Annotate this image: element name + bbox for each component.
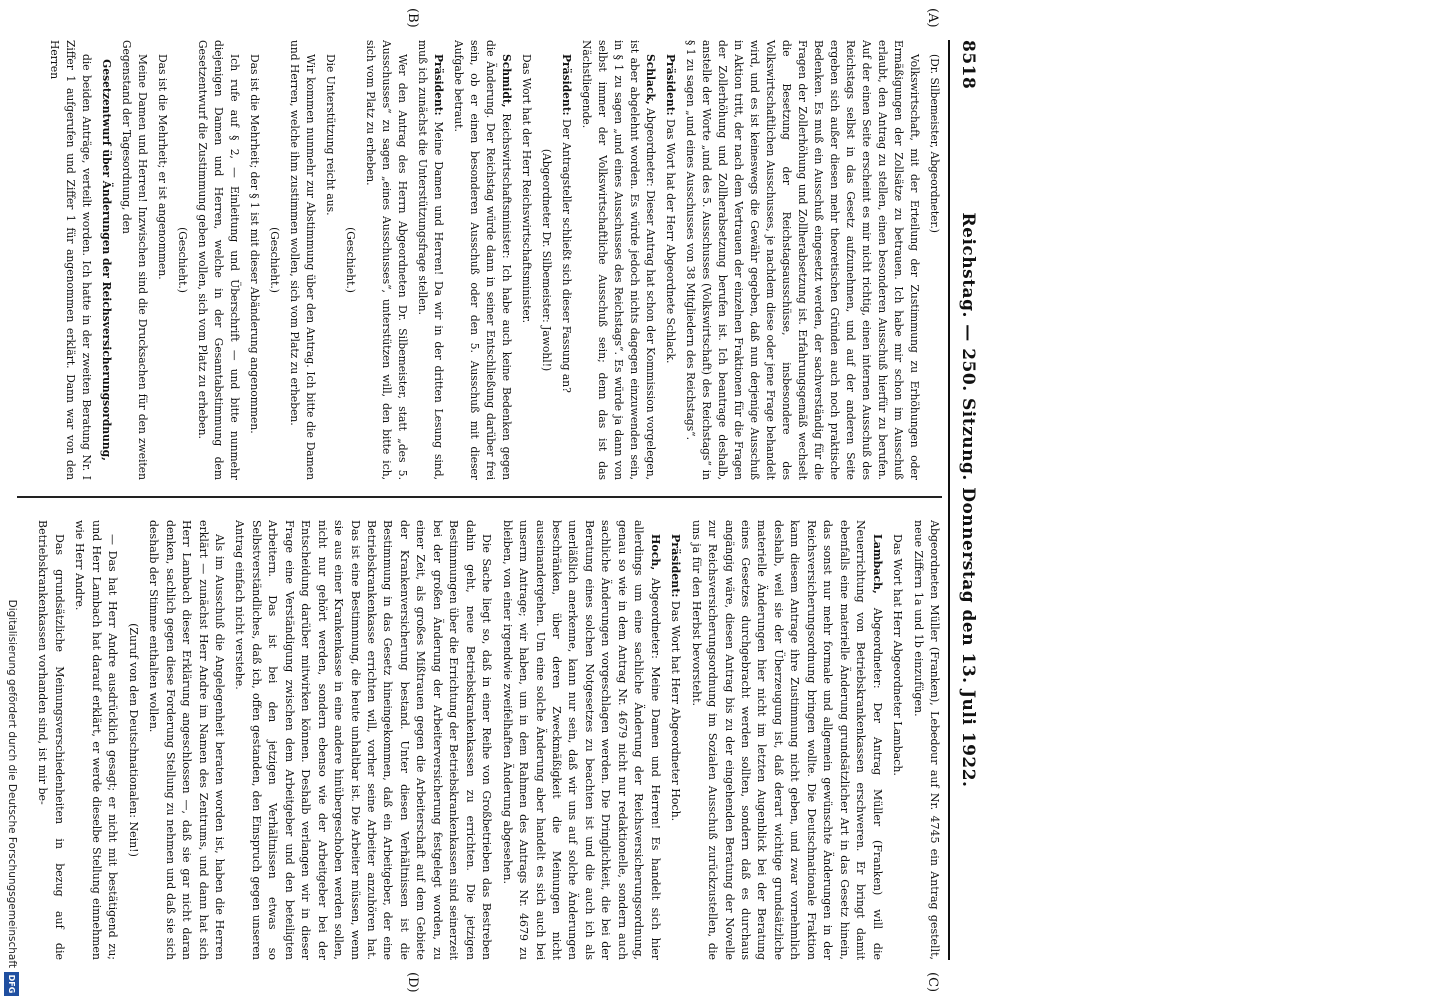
paragraph-text: Wer den Antrag des Herrn Abgeordneten Dr. Silbemeister, statt „des 5. Ausschusses“ zu sagen „eines Ausschusses“, unterstützen will, den bitte ich, sich vom Platz zu erheben. <box>364 40 409 480</box>
paragraph <box>174 40 190 480</box>
paragraph-text: Das Wort hat der Herr Reichswirtschaftsminister. <box>520 54 533 324</box>
paragraph-text: Ich rufe auf § 2, — Einleitung und Überschrift — und bitte nunmehr diejenigen Damen und Herren, welche in der Gesamtabstimmung dem Gesetzentwurf die Zustimmung geben wollen, sich vom Platz zu erheben. <box>196 40 241 480</box>
paragraph-text: (Geschieht.) <box>344 227 357 293</box>
paragraph-text: Der Antragsteller schließt sich dieser Fassung an? <box>560 119 573 393</box>
paragraph-text: Wir kommen nunmehr zur Abstimmung über den Antrag. Ich bitte die Damen und Herren, welche ihm zustimmen wollen, sich vom Platz zu erheben. <box>288 40 317 480</box>
paragraph-text: Meine Damen und Herren! Da wir in der dritten Lesung sind, muß ich zunächst die Unterstützungsfrage stellen. <box>416 40 445 480</box>
margin-mark-a: (A) <box>925 8 940 28</box>
paragraph-text: — Das hat Herr Andre ausdrücklich gesagt; er nicht mit bestätigend zu; und Herr Lambach hat darauf erklärt, er werde dieselbe Stellung einnehmen wie Herr Andre. <box>73 520 120 960</box>
paragraph <box>926 40 942 480</box>
paragraph-text: (Abgeordneter Dr. Silbemeister: Jawohl!) <box>540 148 553 372</box>
paragraph-text: Als im Ausschuß die Angelegenheit beraten worden ist, haben die Herren erklärt — zunächst Herr Andre im Namen des Zentrums, und dann hat sich Herr Lambach dieser Erklärung angeschlossen —, daß sie gar nicht daran denken, sachlich gegen diese Forderung Stellung zu nehmen und daß sie sich deshalb der Stimme enthalten wollen. <box>147 520 226 960</box>
paragraph <box>194 40 242 480</box>
paragraph-text: Das Wort hat Herr Abgeordneter Lambach. <box>891 534 905 776</box>
paragraph <box>518 40 534 480</box>
paragraph-text: Das grundsätzliche Meinungsverschiedenheiten in bezug auf die Betriebskrankenkassen vorhanden sind, ist mir be- <box>36 520 66 960</box>
paragraph-text: Volkswirtschaft, mit der Erteilung der Zustimmung zu Erhöhungen oder Ermäßigungen der Zollsätze zu betrauen. Ich habe mir schon im Ausschuß erlaubt, den Antrag zu stellen, einen besonderen Ausschuß hierfür zu berufen. Auf der einen Seite erscheint es mir nicht richtig, einen internen Ausschuß des Reichstags selbst in das Gesetz aufzunehmen, und auf der anderen Seite ergeben sich außer diesen mehr theoretischen Gründen auch noch praktische Bedenken. Es muß ein Ausschuß eingesetzt werden, der sachverständig für die Fragen der Zollerhöhung und Zollherabsetzung ist. Erfahrungsgemäß wechselt die Besetzung der Reichstagsausschüsse, insbesondere des Volkswirtschaftlichen Ausschusses, je nachdem diese oder jene Frage behandelt wird, und es ist keineswegs die Gewähr gegeben, daß nun derjenige Ausschuß in Aktion tritt, der nach dem Vertrauen der einzelnen Fraktionen für die Fragen der Zollerhöhung und Zollherabsetzung berufen ist. Ich beantrage deshalb, anstelle der Worte „und des 5. Ausschusses (Volkswirtschaft) des Reichstags“ in § 1 zu sagen „und eines Ausschusses von 38 Mitgliedern des Reichstags“. <box>684 40 921 480</box>
page-title: Reichstag. — 250. Sitzung. Donnerstag den 13. Juli 1922. <box>958 212 978 788</box>
paragraph-text: Abgeordneten Müller (Franken), Lebedour auf Nr. 4745 ein Antrag gestellt, neue Ziffern 1a und 1b einzufügen. <box>911 520 941 960</box>
paragraph <box>71 520 120 960</box>
paragraph-text: Abgeordneter: Dieser Antrag hat schon der Kommission vorgelegen, ist aber abgelehnt worden. Es würde jedoch nichts dagegen einzuwenden sein, in § 1 zu sagen „und eines Ausschusses des Reichstags“. Es würde ja dann von selbst immer der Volkswirtschaftliche Ausschuß sein; denn das ist das Nächstliegende. <box>580 40 657 480</box>
paragraph <box>909 520 942 960</box>
digitization-footer <box>0 0 20 1000</box>
margin-mark-d: (D) <box>405 972 420 993</box>
speaker-name: Lambach, <box>870 534 884 594</box>
dfg-logo: DFG <box>4 972 19 996</box>
paragraph-text: Das Wort hat der Herr Abgeordnete Schlack. <box>664 119 677 364</box>
paragraph <box>558 40 574 480</box>
page-number: 8518 <box>958 40 978 90</box>
paragraph <box>231 520 494 960</box>
digitization-credit: Digitalisierung gefördert durch die Deutsche Forschungsgemeinschaft <box>6 599 18 968</box>
paragraph-text: (Zuruf von den Deutschnationalen: Nein!) <box>126 623 140 857</box>
page-header <box>952 40 982 960</box>
paragraph <box>286 40 318 480</box>
paragraph <box>342 40 358 480</box>
speaker-name: Hoch, <box>648 534 662 571</box>
paragraph <box>362 40 410 480</box>
speaker-name: Schlack, <box>644 54 657 105</box>
paragraph <box>124 520 140 960</box>
paragraph <box>687 520 884 960</box>
paragraph <box>266 40 282 480</box>
paragraph-text: Die Unterstützung reicht aus. <box>324 54 337 216</box>
paragraph <box>118 40 150 480</box>
column-divider <box>17 496 942 498</box>
paragraph-text: Gesetzentwurf über Änderungen der Reichsversicherungsordnung, <box>100 59 113 461</box>
paragraph-text: Meine Damen und Herren! Inzwischen sind die Drucksachen für den zweiten Gegenstand der Tagesordnung, den <box>120 40 149 480</box>
paragraph <box>667 520 683 960</box>
paragraph <box>46 40 94 480</box>
paragraph-text: Das ist die Mehrheit; der § 1 ist mit dieser Abänderung angenommen. <box>248 54 261 434</box>
paragraph-text: Reichswirtschaftsminister: Ich habe auch keine Bedenken gegen die Änderung. Der Reichstag würde dann in seiner Entschließung darüber frei sein, ob er einen besonderen Ausschuß oder den 5. Ausschuß mit dieser Aufgabe betraut. <box>452 40 513 480</box>
paragraph-text: Abgeordneter: Der Antrag Müller (Franken) will die Neuerrichtung von Betriebskrankenkassen erschweren. Er bringt damit ebenfalls eine materielle Änderung grundsätzlicher Art in das Gesetz hinein, das sonst nur mehr formale und allgemein gewünschte Änderungen in der Reichsversicherungsordnung bringen wollte. Die Deutschnationale Fraktion kann diesem Antrage ihre Zustimmung nicht geben, und zwar vornehmlich deshalb, weil sie der Überzeugung ist, daß derart wichtige grundsätzliche materielle Änderungen hier nicht im letzten Augenblick bei der Beratung eines Gesetzes durchgebracht werden sollten, sondern daß es durchaus angängig wäre, diesen Antrag bis zu der eingehenden Beratung der Novelle zur Reichsversicherungsordnung im Sozialen Ausschuß zurückzustellen, die uns ja für den Herbst bevorsteht. <box>689 520 884 961</box>
margin-mark-c: (C) <box>925 972 940 993</box>
margin-mark-b: (B) <box>405 8 420 28</box>
speaker-name: Schmidt, <box>500 54 513 108</box>
paragraph <box>682 40 922 480</box>
right-text-column <box>30 520 942 960</box>
paragraph <box>578 40 658 480</box>
paragraph <box>498 520 663 960</box>
header-rule <box>948 40 950 960</box>
speaker-name: Präsident: <box>669 534 683 598</box>
paragraph <box>98 40 114 480</box>
paragraph <box>145 520 227 960</box>
paragraph <box>34 520 67 960</box>
paragraph <box>662 40 678 480</box>
speaker-name: Präsident: <box>664 54 677 116</box>
paragraph-text: die beiden Anträge, verteilt worden. Ich hatte in der zweiten Beratung Nr. I Ziffer 1 aufgerufen und Ziffer 1 für angenommen erklärt. Dann war von den Herren <box>48 40 93 480</box>
speaker-name: Präsident: <box>560 54 573 116</box>
paragraph-text: (Geschieht.) <box>176 227 189 293</box>
paragraph <box>889 520 905 960</box>
paragraph <box>154 40 170 480</box>
paragraph-text: Das ist die Mehrheit; er ist angenommen. <box>156 54 169 280</box>
paragraph-text: Die Sache liegt so, daß in einer Reihe von Großbetrieben das Bestreben dahin geht, neue Betriebskrankenkassen zu errichten. Die jetzigen Bestimmungen über die Errichtung der Betriebskrankenkassen sind seinerzeit bei der großen Änderung der Arbeiterversicherung festgelegt worden, zu einer Zeit, als großes Mißtrauen gegen die Arbeiterschaft auf dem Gebiete der Krankenversicherung bestand. Unter diesen Verhältnissen ist die Bestimmung in das Gesetz hineingekommen, daß ein Arbeitgeber, der eine Betriebskrankenkasse errichten will, vorher seine Arbeiter anzuhören hat. Das ist eine Bestimmung, die heute unhaltbar ist. Die Arbeiter müssen, wenn sie aus einer Krankenkasse in eine andere hinübergeschoben werden sollen, nicht nur gehört werden, sondern ebenso wie der Arbeitgeber bei der Entscheidung darüber mitwirken können. Deshalb verlangen wir in dieser Frage eine Verständigung zwischen dem Arbeitgeber und den beteiligten Arbeitern. Das ist bei den jetzigen Verhältnissen etwas so Selbstverständliches, daß ich, offen gestanden, den Einspruch gegen unseren Antrag einfach nicht verstehe. <box>233 520 494 961</box>
left-text-column <box>42 40 942 480</box>
paragraph <box>322 40 338 480</box>
paragraph-text: (Dr. Silbemeister, Abgeordneter.) <box>928 54 941 233</box>
paragraph <box>246 40 262 480</box>
paragraph-text: Das Wort hat Herr Abgeordneter Hoch. <box>669 600 683 822</box>
paragraph <box>450 40 514 480</box>
paragraph <box>414 40 446 480</box>
paragraph <box>538 40 554 480</box>
speaker-name: Präsident: <box>432 54 445 116</box>
paragraph-text: Abgeordneter: Meine Damen und Herren! Es handelt sich hier allerdings um eine sachliche Änderung der Reichsversicherungsordnung, genau so wie in dem Antrag Nr. 4679 nicht nur redaktionelle, sondern auch sachliche Änderungen vorgeschlagen werden. Die Dringlichkeit, die bei der Beratung eines solchen Notgesetzes zu beachten ist und die auch ich als unerläßlich anerkenne, kann nur sein, daß wir uns auf solche Änderungen beschränken, über deren Zweckmäßigkeit die Meinungen nicht auseinandergehen. Um eine solche Änderung aber handelt es sich auch bei unserm Antrage; wir haben, um in dem Rahmen des Antrags Nr. 4679 zu bleiben, von einer irgendwie zweifelhaften Änderung abgesehen. <box>500 520 662 960</box>
paragraph-text: (Geschieht.) <box>268 227 281 293</box>
